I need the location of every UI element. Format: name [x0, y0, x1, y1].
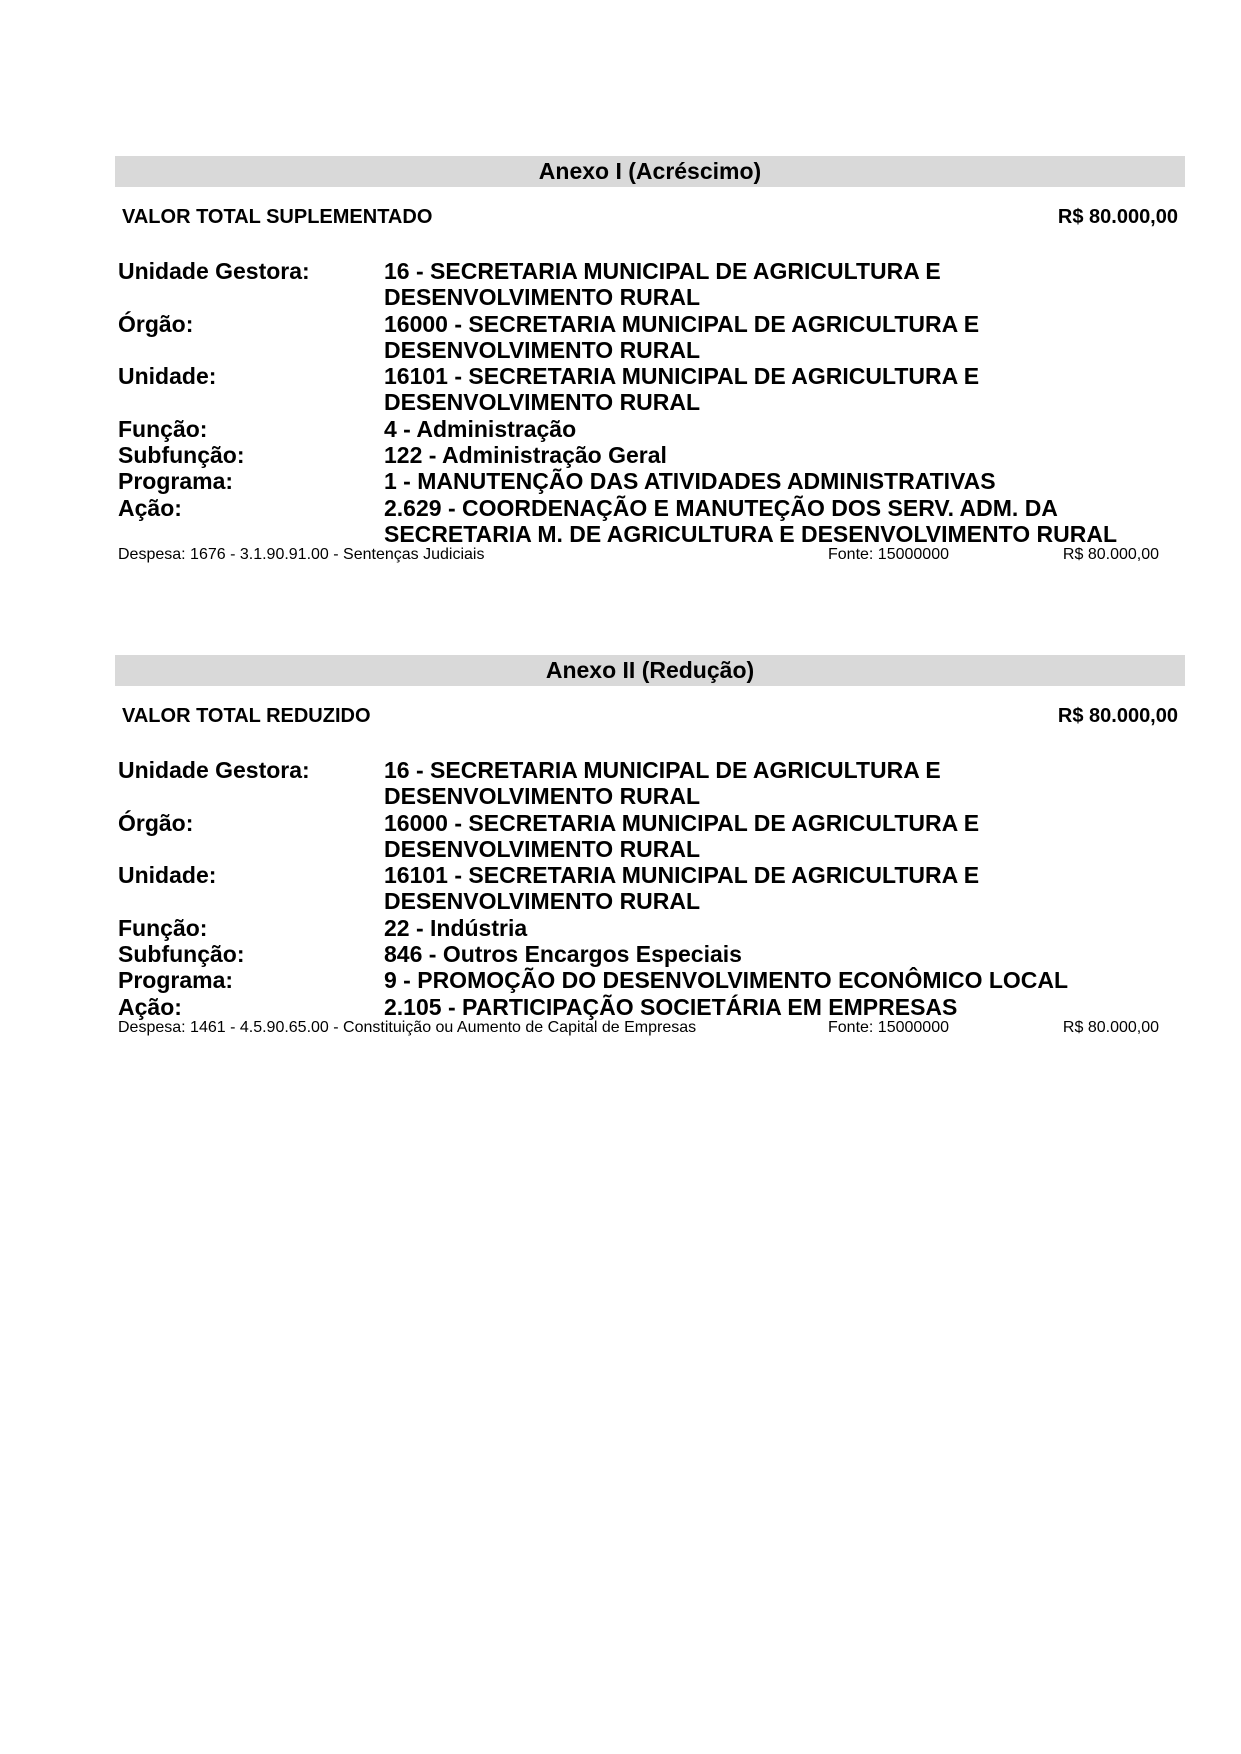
field-value-line: 122 - Administração Geral: [384, 442, 667, 469]
expense-description: Despesa: 1676 - 3.1.90.91.00 - Sentenças Judiciais: [118, 546, 485, 564]
field-value-line: DESENVOLVIMENTO RURAL: [384, 888, 701, 915]
field-orgao: [115, 311, 1185, 364]
field-label: Subfunção:: [118, 941, 245, 968]
field-value-line: DESENVOLVIMENTO RURAL: [384, 389, 701, 416]
field-label: Unidade Gestora:: [118, 258, 310, 284]
expense-value: R$ 80.000,00: [1062, 546, 1159, 564]
total-value: R$ 80.000,00: [1057, 705, 1178, 727]
field-label: Subfunção:: [118, 442, 245, 469]
field-value-line: 2.629 - COORDENAÇÃO E MANUTEÇÃO DOS SERV. ADM. DA: [384, 494, 1058, 521]
field-label: Ação:: [118, 993, 182, 1020]
field-unidade: [115, 862, 1185, 915]
expense-fonte: Fonte: 15000000: [828, 546, 949, 564]
field-value-line: DESENVOLVIMENTO RURAL: [384, 284, 701, 311]
field-value-line: 4 - Administração: [384, 415, 577, 442]
expense-fonte: Fonte: 15000000: [828, 1018, 949, 1036]
total-label: VALOR TOTAL SUPLEMENTADO: [122, 206, 433, 228]
annex-acrescimo: [115, 156, 1185, 567]
field-label: Programa:: [118, 468, 234, 495]
field-value-line: SECRETARIA M. DE AGRICULTURA E DESENVOLVIMENTO RURAL: [384, 520, 1118, 547]
total-value: R$ 80.000,00: [1057, 206, 1178, 228]
field-label: Função:: [118, 914, 208, 941]
field-value-line: 16 - SECRETARIA MUNICIPAL DE AGRICULTURA E: [384, 757, 941, 783]
field-funcao: [115, 915, 1185, 941]
total-row: [115, 705, 1185, 733]
field-value-line: 16 - SECRETARIA MUNICIPAL DE AGRICULTURA E: [384, 258, 941, 284]
field-value-line: 16000 - SECRETARIA MUNICIPAL DE AGRICULTURA E: [384, 809, 980, 836]
field-label: Unidade:: [118, 862, 217, 889]
field-acao: [115, 994, 1185, 1020]
expense-description: Despesa: 1461 - 4.5.90.65.00 - Constituição ou Aumento de Capital de Empresas: [118, 1018, 697, 1036]
field-label: Função:: [118, 415, 208, 442]
field-subfuncao: [115, 442, 1185, 468]
field-value-line: DESENVOLVIMENTO RURAL: [384, 783, 701, 810]
field-label: Órgão:: [118, 809, 194, 836]
field-value-line: 16000 - SECRETARIA MUNICIPAL DE AGRICULTURA E: [384, 310, 980, 337]
field-value-line: 16101 - SECRETARIA MUNICIPAL DE AGRICULTURA E: [384, 363, 980, 390]
annex-reducao: [115, 655, 1185, 1040]
field-value-line: 1 - MANUTENÇÃO DAS ATIVIDADES ADMINISTRATIVAS: [384, 468, 996, 495]
field-value-line: 846 - Outros Encargos Especiais: [384, 941, 742, 968]
expense-value: R$ 80.000,00: [1062, 1018, 1159, 1036]
field-value-line: 2.105 - PARTICIPAÇÃO SOCIETÁRIA EM EMPRESAS: [384, 993, 958, 1020]
field-value-line: 16101 - SECRETARIA MUNICIPAL DE AGRICULTURA E: [384, 862, 980, 889]
field-value-line: DESENVOLVIMENTO RURAL: [384, 835, 701, 862]
expense-row: [115, 1020, 1185, 1040]
field-unidade-gestora: [115, 258, 1185, 311]
field-funcao: [115, 416, 1185, 442]
field-value-line: 9 - PROMOÇÃO DO DESENVOLVIMENTO ECONÔMICO LOCAL: [384, 967, 1069, 994]
field-label: Unidade Gestora:: [118, 757, 310, 783]
field-subfuncao: [115, 941, 1185, 967]
annex-title: Anexo I (Acréscimo): [115, 156, 1185, 187]
field-label: Unidade:: [118, 363, 217, 390]
field-label: Órgão:: [118, 310, 194, 337]
field-programa: [115, 967, 1185, 993]
field-programa: [115, 468, 1185, 494]
field-value-line: 22 - Indústria: [384, 914, 528, 941]
field-label: Ação:: [118, 494, 182, 521]
field-unidade-gestora: [115, 757, 1185, 810]
budget-fields: [115, 757, 1185, 1020]
field-label: Programa:: [118, 967, 234, 994]
annex-title: Anexo II (Redução): [115, 655, 1185, 686]
field-orgao: [115, 810, 1185, 863]
field-value-line: DESENVOLVIMENTO RURAL: [384, 336, 701, 363]
expense-row: [115, 547, 1185, 567]
total-label: VALOR TOTAL REDUZIDO: [122, 705, 371, 727]
field-unidade: [115, 363, 1185, 416]
budget-fields: [115, 258, 1185, 547]
total-row: [115, 206, 1185, 234]
field-acao: [115, 495, 1185, 548]
